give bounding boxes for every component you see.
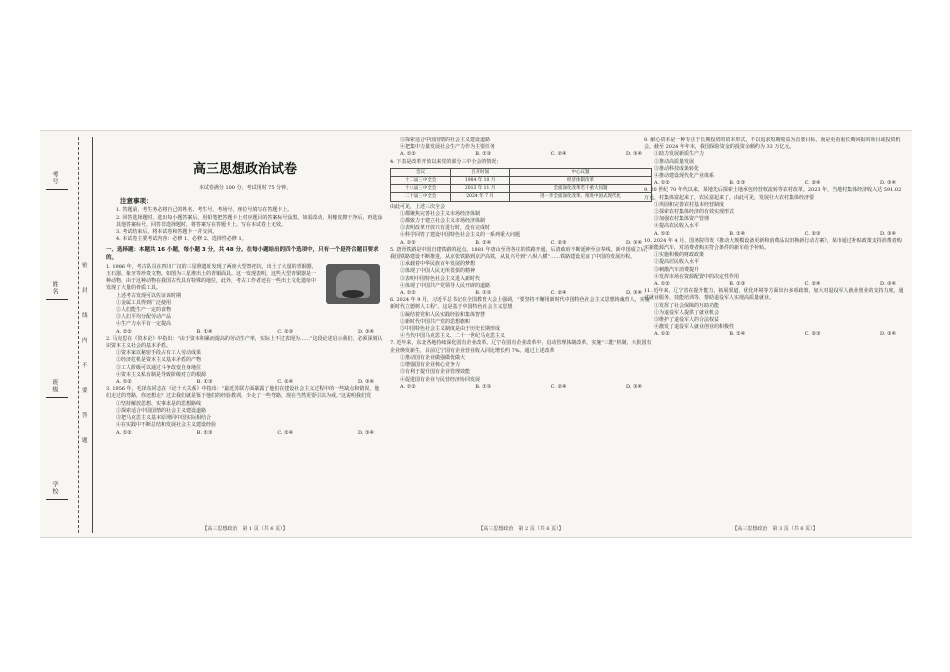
underline-class bbox=[46, 397, 68, 398]
question-text: 6. 2024 年 9 月，习近平总书记在全国教育大会上强调，“要坚持不懈用新时代中国特色社会主义思想铸魂育人，实施新时代立德树人工程”。这是基于中国特色社会主义思想 bbox=[390, 297, 650, 311]
binding-line bbox=[92, 137, 93, 533]
notice-item: 1. 答题前，考生务必将自己的姓名、考生号、考场号、座位号填写在答题卡上。 bbox=[116, 207, 293, 214]
underline-school bbox=[46, 499, 68, 500]
choice-item: ③刺激汽车消费提升 bbox=[654, 266, 700, 273]
question-text: 9. 20 世纪 70 年代以来，某地先后探索土地承包经营权流转等农村改革。2023 年，当地村集体经济收入达 591.02 万元，村集体富起来了，农民富起来了。由此可见，发展壮大农村集体经济要 bbox=[644, 187, 902, 201]
choice-item: ①凝结着党和人民实践经验和集体智慧 bbox=[400, 311, 486, 318]
choice-item: ④提高农民收入水平 bbox=[654, 223, 700, 230]
notice-heading: 注意事项： bbox=[120, 197, 153, 206]
seal-char: 题 bbox=[82, 438, 88, 444]
binding-margin bbox=[40, 131, 100, 538]
option: B. ①④ bbox=[475, 239, 492, 246]
table-row bbox=[391, 193, 652, 201]
label-class: 班级 bbox=[51, 379, 58, 393]
option: C. ②④ bbox=[804, 281, 821, 288]
choice-item: ④科学回答了建设中国特色社会主义的一系列重大问题 bbox=[400, 232, 521, 239]
page-2-column bbox=[390, 137, 652, 533]
underline-id bbox=[46, 189, 68, 190]
option: B. ①③ bbox=[475, 151, 492, 158]
choice-item: ③工人阶级可以通过斗争改变自身地位 bbox=[116, 364, 202, 371]
option: C. ②④ bbox=[550, 151, 567, 158]
choice-item: ④体现了中国共产党领导人民开辟的道路 bbox=[400, 282, 491, 289]
table-cell: 十八届三中全会 bbox=[391, 185, 451, 193]
option: A. ①② bbox=[654, 180, 670, 187]
answer-options bbox=[106, 430, 384, 437]
seal-char: 封 bbox=[82, 288, 88, 294]
question-text: 5. 唐胥铁路是中国自建铁路的起点。1881 年唐山至胥各庄的铁路开通，后清政府不断延伸至京奉线。新中国成立后，我国铁路建设不断推进，从京张铁路到京沪高铁，从复兴号到“八纵八横”……铁路建设见证了中国的发展历程。 bbox=[390, 246, 651, 261]
option: C. ②④ bbox=[550, 383, 567, 390]
page-footer: 【高三思想政治 第 2 页（共 6 页）】 bbox=[478, 525, 564, 532]
exam-meta: 本试卷满分 100 分，考试用时 75 分钟。 bbox=[198, 185, 292, 191]
option: C. ②④ bbox=[277, 429, 294, 436]
choice-item: ②提高居民收入水平 bbox=[654, 259, 700, 266]
option: C. ②③ bbox=[804, 331, 821, 338]
choice-item: ③有利于提升国有企业管理效能 bbox=[400, 369, 471, 376]
page-footer: 【高三思想政治 第 1 页（共 6 页）】 bbox=[202, 525, 288, 532]
answer-options bbox=[390, 384, 652, 391]
question-text: 3. 1956 年，毛泽东同志在《论十大关系》中指出：“最近苏联方面暴露了他们在建设社会主义过程中的一些缺点和错误，他们走过的弯路，你还想走？过去我们就是鉴于他们的经验教训，少走了一些弯路，现在当然更要引以为戒。”这说明我们党 bbox=[106, 386, 380, 400]
choice-item: ③把马克思主义基本原理同中国实际相结合 bbox=[116, 415, 212, 422]
option: A. ①② bbox=[116, 328, 132, 335]
question-text: 1. 1986 年，考古队员在四川广汉的三星堆遗址发现了两座大型祭祀坑，出土了大量的青铜器、玉石器、象牙等珍贵文物。如图为三星堆出土的青铜面具。这一发现表明，这些大型青铜器是一种动物，由于这种动物在我国古代具有特殊的地位，此外，考古工作者还在一些出土文化遗址中发现了大量的骨质工具。 bbox=[106, 263, 317, 292]
underline-name bbox=[46, 299, 68, 300]
answer-options bbox=[644, 331, 906, 338]
table-cell: 1984 年 10 月 bbox=[451, 177, 510, 185]
table-cell: 十二届三中全会 bbox=[391, 177, 451, 185]
option: C. ②③ bbox=[550, 239, 567, 246]
option: B. ①④ bbox=[196, 328, 213, 335]
choice-item: ②人们能生产一定的食物 bbox=[116, 307, 172, 314]
choice-item: ③推动科技成果转化 bbox=[654, 165, 700, 172]
cut-line bbox=[78, 137, 79, 533]
option: B. ①④ bbox=[729, 230, 746, 237]
option: A. ①② bbox=[400, 383, 416, 390]
option: D. ③④ bbox=[358, 429, 374, 436]
option: D. ③④ bbox=[358, 379, 374, 386]
option: C. ②③ bbox=[804, 230, 821, 237]
question-text: 2. 马克思在《资本论》中指出：“由于资本积累而提高的劳动生产率，实际上不过表现为……”这段论述启示我们，必须深刻认识资本主义社会的基本矛盾。 bbox=[106, 335, 383, 350]
choice-item: ②为退役军人提供了就业机会 bbox=[654, 309, 720, 316]
label-school: 学校 bbox=[51, 481, 58, 495]
choice-item: ④生产力水平有一定提高 bbox=[116, 321, 172, 328]
exam-sheet bbox=[40, 130, 912, 538]
option: D. ③④ bbox=[625, 239, 642, 246]
option: D. ③④ bbox=[879, 281, 896, 288]
table-cell: 进一步全面深化改革、推进中国式现代化 bbox=[509, 193, 651, 201]
bronze-artifact-figure bbox=[326, 264, 380, 304]
choice-item: ②探索适合中国国情的社会主义建设道路 bbox=[116, 407, 207, 414]
choice-item: ②探索农村集体经济的有效实现形式 bbox=[654, 209, 735, 216]
table-row bbox=[391, 177, 652, 185]
choice-item: ④促进国有企业与民营经济协同发展 bbox=[400, 376, 481, 383]
choice-item: ③中国特色社会主义制度是由于历史长期形成 bbox=[400, 326, 501, 333]
option: A. ①② bbox=[654, 281, 670, 288]
question-text: 4. 下表是改革开放以来党的部分三中全会的情况： bbox=[390, 158, 502, 165]
table-cell: 二十届三中全会 bbox=[391, 193, 451, 201]
choice-item: ①实施积极的财政政策 bbox=[654, 252, 705, 259]
table-row bbox=[391, 185, 652, 193]
choice-item: ①承载着中华民族百年发展的梦想 bbox=[400, 261, 476, 268]
option: C. ②④ bbox=[804, 180, 821, 187]
option: B. ①③ bbox=[196, 429, 213, 436]
choice-item: ④发挥市场在资源配置中的决定性作用 bbox=[654, 273, 740, 280]
option: A. ①② bbox=[654, 331, 670, 338]
choice-item: ②经济危机是资本主义基本矛盾的产物 bbox=[116, 357, 202, 364]
answer-options bbox=[644, 231, 906, 238]
option: A. ①② bbox=[654, 230, 670, 237]
table-header: 召开时间 bbox=[451, 168, 510, 176]
option: B. ①③ bbox=[729, 180, 746, 187]
answer-options bbox=[390, 240, 652, 247]
option: C. ②③ bbox=[277, 328, 294, 335]
table-header: 会议 bbox=[391, 168, 451, 176]
option: A. ①② bbox=[116, 429, 132, 436]
label-student-id: 考号 bbox=[51, 171, 58, 185]
choice-item: ①金属工具得到广泛使用 bbox=[116, 299, 172, 306]
plenary-table bbox=[390, 168, 652, 202]
page-3-column bbox=[644, 137, 906, 533]
notice-item: 3. 考试结束后，将本试卷和答题卡一并交回。 bbox=[116, 229, 218, 236]
option: B. ①③ bbox=[729, 281, 746, 288]
option: A. ①② bbox=[400, 290, 416, 297]
artifact-base bbox=[342, 290, 364, 298]
choice-item: ③加强农村集体资产管理 bbox=[654, 216, 710, 223]
choice-item: ③人们平均分配劳动产品 bbox=[116, 314, 172, 321]
choice-item: ①助力发展新质生产力 bbox=[654, 151, 705, 158]
notice-item: 2. 回答选择题时，选出每小题答案后，用铅笔把答题卡上对应题目的答案标号涂黑。如需改动，用橡皮擦干净后，再选涂其他答案标号。回答非选择题时，将答案写在答题卡上。写在本试卷上无效。 bbox=[116, 214, 383, 228]
option: C. ②④ bbox=[550, 290, 567, 297]
choice-item: ①都聚焦完善社会主义市场经济体制 bbox=[400, 210, 481, 217]
option: B. ①③ bbox=[196, 379, 213, 386]
choice-item: ④当代中国马克思主义、二十一世纪马克思主义 bbox=[400, 333, 506, 340]
exam-title: 高三思想政治试卷 bbox=[192, 162, 297, 177]
choice-item: ③表明中国特色社会主义进入新时代 bbox=[400, 275, 481, 282]
choice-item: ④资本主义私有制是导致阶级对立的根源 bbox=[116, 371, 207, 378]
table-cell: 全面深化改革若干重大问题 bbox=[509, 185, 651, 193]
choice-item: ②体现了中国人民无所畏惧的精神 bbox=[400, 268, 476, 275]
seal-char: 密 bbox=[82, 263, 88, 269]
choice-item: ①坚持解放思想、实事求是的思想路线 bbox=[116, 400, 202, 407]
seal-char: 答 bbox=[82, 413, 88, 419]
choice-item: ④在实践中不断总结和发展社会主义建设经验 bbox=[116, 422, 217, 429]
label-name: 姓名 bbox=[51, 281, 58, 295]
section-heading: 一、选择题：本题共 16 小题，每小题 3 分，共 48 分。在每小题给出的四个选项中，只有一个是符合题目要求的。 bbox=[106, 247, 379, 261]
table-cell: 2024 年 7 月 bbox=[451, 193, 510, 201]
choice-item: ④把集中力量发展社会生产力作为主要任务 bbox=[400, 144, 496, 151]
choice-item: ①资本家以秘密手段占有工人劳动成果 bbox=[116, 350, 202, 357]
page-1-column bbox=[106, 137, 384, 533]
notice-item: 4. 本试卷主要考试内容：必修 1、必修 2、选择性必修 1。 bbox=[116, 236, 247, 243]
choice-item: ③维护了退役军人的合法权益 bbox=[654, 317, 720, 324]
seal-char: 要 bbox=[82, 388, 88, 394]
option: A. ①② bbox=[116, 379, 132, 386]
table-cell: 经济体制改革 bbox=[509, 177, 651, 185]
option: D. ③④ bbox=[625, 383, 642, 390]
table-header: 中心议题 bbox=[509, 168, 651, 176]
option: C. ②④ bbox=[277, 379, 294, 386]
question-stem: 由此可见，上述三次全会 bbox=[390, 203, 446, 210]
table-header-row bbox=[391, 168, 652, 176]
option: B. ①③ bbox=[475, 383, 492, 390]
option: D. ③④ bbox=[625, 151, 642, 158]
choice-item: ③表明改革开放只有进行时，没有完成时 bbox=[400, 225, 491, 232]
seal-char: 线 bbox=[82, 313, 88, 319]
choice-item: ①推动国有企业做强做优做大 bbox=[400, 354, 466, 361]
option: D. ③④ bbox=[879, 230, 896, 237]
answer-options bbox=[390, 151, 652, 158]
question-text: 7. 近年来，东北各地持续深化国有企业改革。辽宁在国有企业改革中，启动管理体制改革，实施“三能”机制，大批国有企业焕发新生，目前辽宁国有企业营业收入同比增长约 7%。通过上述改革 bbox=[390, 340, 652, 354]
question-stem: 上述考古发现可以佐证该时期 bbox=[116, 292, 182, 299]
question-text: 8. 耐心资本是一种专注于长期投资的资本形式，不以追求短期收益为首要目标，而是更看重长期回报的项目或投资机会。截至 2024 年年末，我国保险资金的投资余额约为 33 万亿元。 bbox=[644, 137, 901, 151]
option: D. ③④ bbox=[879, 331, 896, 338]
question-text: 11. 近年来，辽宁省在提升能力，拓展渠道，优化环境等方面出台多项政策，加大对退役军人就业创业的支持力度，通过就业服务、技能培训等，帮助退役军人实现高质量就业。 bbox=[644, 288, 904, 302]
choice-item: ②推动高质量发展 bbox=[654, 158, 695, 165]
choice-item: ③探索适合中国国情的社会主义建设道路 bbox=[400, 137, 491, 143]
choice-item: ②新时代中国共产党的思想旗帜 bbox=[400, 318, 471, 325]
option: D. ③④ bbox=[879, 180, 896, 187]
choice-item: ②增强国有企业核心竞争力 bbox=[400, 362, 461, 369]
table-cell: 2013 年 11 月 bbox=[451, 185, 510, 193]
seal-char: 不 bbox=[82, 363, 88, 369]
seal-char: 内 bbox=[82, 338, 88, 344]
answer-options bbox=[106, 329, 384, 336]
choice-item: ①发挥了社会保障的互助功能 bbox=[654, 302, 720, 309]
question-text: 10. 2024 年 4 月，国务院印发《推动大规模设备更新和消费品以旧换新行动方案》，某市通过补贴政策支持消费者购买新能源汽车，对消费者购买符合条件的新车给予补贴。 bbox=[644, 237, 902, 252]
option: B. ①③ bbox=[475, 290, 492, 297]
choice-item: ②都致力于建立社会主义市场经济体制 bbox=[400, 218, 486, 225]
option: B. ①④ bbox=[729, 331, 746, 338]
option: D. ③④ bbox=[358, 328, 374, 335]
choice-item: ④推动建设现代化产业体系 bbox=[654, 173, 715, 180]
option: A. ①② bbox=[400, 151, 416, 158]
option: A. ①② bbox=[400, 239, 416, 246]
page-footer: 【高三思想政治 第 3 页（共 6 页）】 bbox=[732, 525, 818, 532]
choice-item: ④激发了退役军人就业创业的积极性 bbox=[654, 324, 735, 331]
option: D. ③④ bbox=[625, 290, 642, 297]
choice-item: ①巩固和完善农村基本经营制度 bbox=[654, 201, 725, 208]
